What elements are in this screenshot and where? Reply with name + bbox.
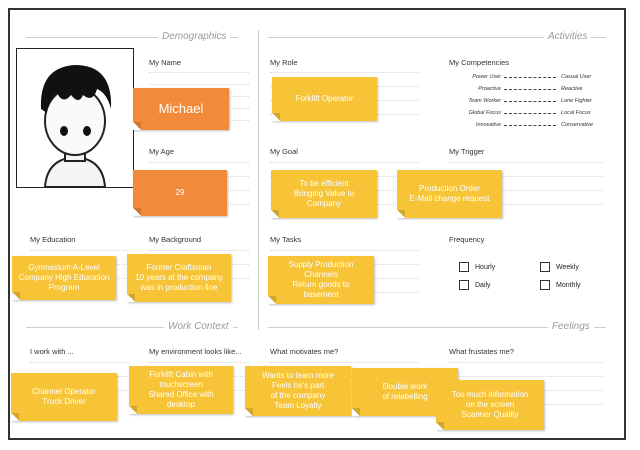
note-trigger[interactable]: Production Order E-Mail change request — [397, 170, 502, 218]
note-name[interactable]: Michael — [133, 88, 229, 130]
rule — [449, 376, 604, 377]
section-activities: Activities — [544, 31, 591, 42]
label-my-goal: My Goal — [270, 147, 298, 156]
competency-row: Innovative Conservative — [475, 122, 594, 128]
checkbox[interactable] — [459, 280, 469, 290]
label-what-frustrates: What frustates me? — [449, 347, 515, 356]
section-feelings: Feelings — [548, 321, 594, 332]
note-education[interactable]: Gymnasium A-Level Company High Education Program — [12, 256, 116, 300]
frequency-monthly[interactable]: Monthly — [540, 280, 581, 290]
note-goal[interactable]: To be efficient Bringing Value to Company — [271, 170, 377, 218]
label-my-education: My Education — [30, 235, 76, 244]
rule — [270, 162, 420, 163]
label-my-age: My Age — [149, 147, 175, 156]
rule — [149, 362, 249, 363]
label-what-motivates: What motivates me? — [270, 347, 339, 356]
section-demographics: Demographics — [158, 31, 230, 42]
frequency-daily[interactable]: Daily — [459, 280, 491, 290]
avatar — [16, 48, 134, 188]
note-frustrates-1[interactable]: Double work of relabelling — [352, 368, 458, 416]
note-background[interactable]: Former Craftsman 10 years at the company was in production line — [127, 254, 231, 302]
label-my-competencies: My Competencies — [449, 58, 510, 67]
frequency-weekly[interactable]: Weekly — [540, 262, 579, 272]
note-role[interactable]: Forklift Operator — [272, 77, 377, 121]
label-i-work-with: I work with ... — [30, 347, 74, 356]
competency-row: Team Worker Lone Fighter — [468, 98, 592, 104]
frequency-hourly[interactable]: Hourly — [459, 262, 495, 272]
rule — [30, 250, 130, 251]
rule — [449, 362, 604, 363]
rule — [270, 250, 420, 251]
rule — [149, 72, 249, 73]
label-my-tasks: My Tasks — [270, 235, 302, 244]
rule — [149, 162, 249, 163]
rule — [270, 362, 420, 363]
rule — [149, 84, 249, 85]
label-my-background: My Background — [149, 235, 202, 244]
competency-row: Proactive Reactive — [478, 86, 583, 92]
center-divider — [258, 30, 259, 330]
checkbox[interactable] — [459, 262, 469, 272]
note-age[interactable]: 29 — [133, 170, 227, 216]
note-motivates[interactable]: Wants to learn more Feels he's part of the company Team Loyalty — [245, 366, 351, 416]
checkbox[interactable] — [540, 280, 550, 290]
checkbox[interactable] — [540, 262, 550, 272]
note-tasks[interactable]: Supply Production Channels Return goods to basement — [268, 256, 374, 304]
boy-avatar-icon — [17, 49, 133, 187]
note-work-with[interactable]: Channel Operator Truck Driver — [11, 373, 117, 421]
label-my-trigger: My Trigger — [449, 147, 485, 156]
label-my-name: My Name — [149, 58, 182, 67]
note-frustrates-2[interactable]: Too much information on the screen Scanner Quality — [436, 380, 544, 430]
label-my-role: My Role — [270, 58, 298, 67]
label-my-environment: My environment looks like... — [149, 347, 242, 356]
rule — [270, 72, 420, 73]
rule — [30, 362, 130, 363]
label-frequency: Frequency — [449, 235, 485, 244]
competency-row: Global Focus Local Focus — [468, 110, 591, 116]
note-environment[interactable]: Forklift Cabin with touchscreen Shared Office with desktop — [129, 366, 233, 414]
rule — [149, 250, 249, 251]
competency-row: Power User Casual User — [472, 74, 592, 80]
section-work-context: Work Context — [164, 321, 233, 332]
rule — [449, 162, 604, 163]
